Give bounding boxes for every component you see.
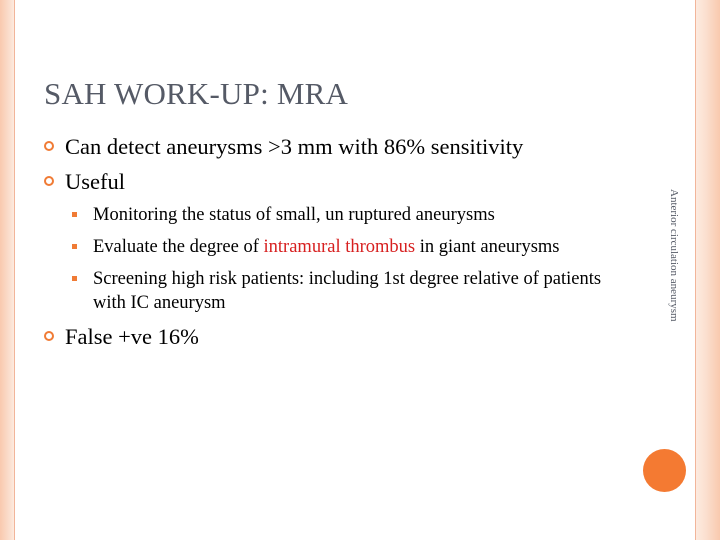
sub-bullet-item xyxy=(93,267,613,315)
bullet-text: Can detect aneurysms >3 mm with 86% sensitivity xyxy=(65,134,524,159)
right-border-line xyxy=(695,0,696,540)
sub-bullet-text-end: in giant aneurysms xyxy=(415,237,560,257)
bullet-square-icon xyxy=(72,276,77,281)
sub-bullet-item xyxy=(93,203,613,227)
sub-bullet-text: Monitoring the status of small, un ruptured aneurysms xyxy=(93,205,495,225)
left-border-band xyxy=(0,0,14,540)
sub-bullet-text-start: Evaluate the degree of xyxy=(93,237,264,257)
bullet-ring-icon xyxy=(44,176,54,186)
left-border-line xyxy=(14,0,15,540)
sub-bullet-item xyxy=(93,235,613,259)
side-note-vertical: Anterior circulation aneurysm xyxy=(668,189,680,322)
bullet-ring-icon xyxy=(44,331,54,341)
slide-title: SAH WORK-UP: MRA xyxy=(44,76,349,111)
bullet-item xyxy=(44,323,624,350)
right-border-band xyxy=(696,0,720,540)
bullet-text: Useful xyxy=(65,169,125,194)
bullet-text: False +ve 16% xyxy=(65,324,199,349)
bullet-ring-icon xyxy=(44,141,54,151)
bullet-square-icon xyxy=(72,244,77,249)
bullet-item xyxy=(44,168,624,195)
bullet-list xyxy=(44,133,624,358)
bullet-item xyxy=(44,133,624,160)
sub-bullet-text: Screening high risk patients: including 1st degree relative of patients with IC aneurysm xyxy=(93,269,602,313)
bullet-square-icon xyxy=(72,212,77,217)
highlighted-term: intramural thrombus xyxy=(263,237,416,257)
orange-circle-decoration xyxy=(643,449,686,492)
